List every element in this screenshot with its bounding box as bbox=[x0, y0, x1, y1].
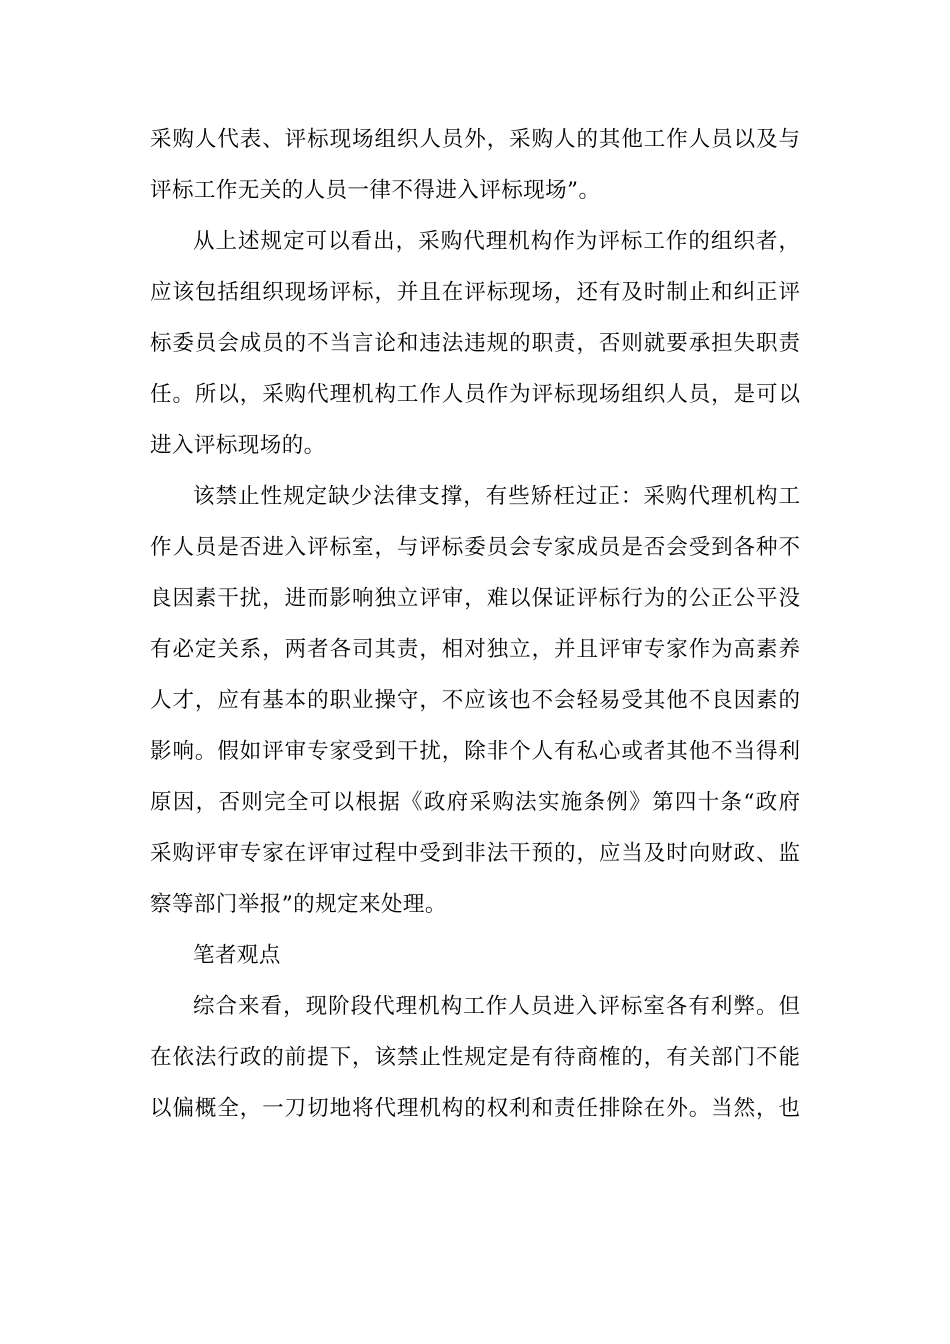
text-line: 采购评审专家在评审过程中受到非法干预的，应当及时向财政、监 bbox=[150, 841, 801, 866]
text-line: 原因，否则完全可以根据《政府采购法实施条例》第四十条“政府 bbox=[150, 790, 802, 815]
paragraph-first-line: 综合来看，现阶段代理机构工作人员进入评标室各有利弊。但 bbox=[193, 994, 802, 1019]
section-heading: 笔者观点 bbox=[193, 943, 281, 968]
paragraph-first-line: 该禁止性规定缺少法律支撑，有些矫枉过正：采购代理机构工 bbox=[193, 484, 802, 509]
text-line: 察等部门举报”的规定来处理。 bbox=[150, 892, 447, 917]
text-line: 进入评标现场的。 bbox=[150, 433, 326, 458]
text-line: 采购人代表、评标现场组织人员外，采购人的其他工作人员以及与 bbox=[150, 127, 801, 152]
text-line: 以偏概全，一刀切地将代理机构的权利和责任排除在外。当然，也 bbox=[150, 1096, 801, 1121]
text-line: 评标工作无关的人员一律不得进入评标现场”。 bbox=[150, 178, 601, 203]
text-line: 任。所以，采购代理机构工作人员作为评标现场组织人员，是可以 bbox=[150, 382, 801, 407]
text-line: 影响。假如评审专家受到干扰，除非个人有私心或者其他不当得利 bbox=[150, 739, 801, 764]
text-line: 作人员是否进入评标室，与评标委员会专家成员是否会受到各种不 bbox=[150, 535, 801, 560]
text-line: 人才，应有基本的职业操守，不应该也不会轻易受其他不良因素的 bbox=[150, 688, 801, 713]
text-line: 标委员会成员的不当言论和违法违规的职责，否则就要承担失职责 bbox=[150, 331, 801, 356]
text-line: 应该包括组织现场评标，并且在评标现场，还有及时制止和纠正评 bbox=[150, 280, 801, 305]
text-line: 良因素干扰，进而影响独立评审，难以保证评标行为的公正公平没 bbox=[150, 586, 801, 611]
text-line: 有必定关系，两者各司其责，相对独立，并且评审专家作为高素养 bbox=[150, 637, 801, 662]
paragraph-first-line: 从上述规定可以看出，采购代理机构作为评标工作的组织者， bbox=[193, 229, 802, 254]
text-line: 在依法行政的前提下，该禁止性规定是有待商榷的，有关部门不能 bbox=[150, 1045, 801, 1070]
